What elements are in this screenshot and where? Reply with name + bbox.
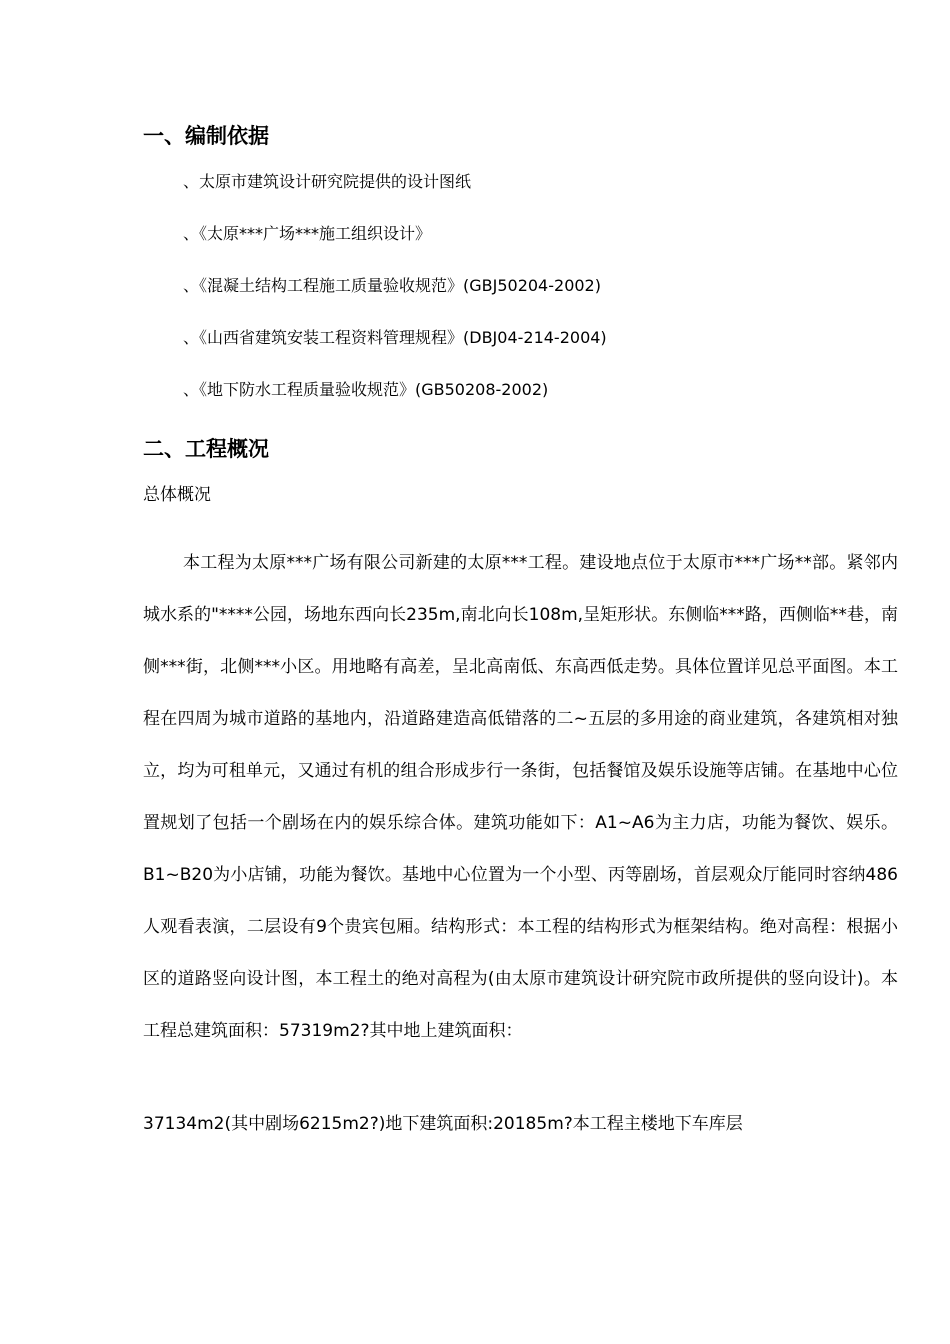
section1-title: 一、编制依据 [143, 124, 269, 148]
area-continuation-line: 37134m2(其中剧场6215m2?)地下建筑面积:20185m?本工程主楼地下车库层 [143, 1114, 743, 1134]
reference-item-1: 、太原市建筑设计研究院提供的设计图纸 [183, 172, 472, 191]
reference-item-4: 、《山西省建筑安装工程资料管理规程》(DBJ04-214-2004) [183, 328, 607, 347]
overview-paragraph: 本工程为太原***广场有限公司新建的太原***工程。建设地点位于太原市***广场**部。紧邻内城水系的"****公园，场地东西向长235m,南北向长108m,呈矩形状。东侧临***路，西侧临**巷，南侧***街，北侧***小区。用地略有高差，呈北高南低、东高西低走势。具体位置详见总平面图。本工程在四周为城市道路的基地内，沿道路建造高低错落的二~五层的多用途的商业建筑，各建筑相对独立，均为可租单元，又通过有机的组合形成步行一条街，包括餐馆及娱乐设施等店铺。在基地中心位置规划了包括一个剧场在内的娱乐综合体。建筑功能如下：A1~A6为主力店，功能为餐饮、娱乐。B1~B20为小店铺，功能为餐饮。基地中心位置为一个小型、丙等剧场，首层观众厅能同时容纳486人观看表演，二层设有9个贵宾包厢。结构形式：本工程的结构形式为框架结构。绝对高程：根据小区的道路竖向设计图，本工程土的绝对高程为(由太原市建筑设计研究院市政所提供的竖向设计)。本工程总建筑面积：57319m2?其中地上建筑面积： [143, 553, 898, 1041]
section2-subtitle: 总体概况 [143, 485, 211, 505]
reference-item-2: 、《太原***广场***施工组织设计》 [183, 224, 432, 243]
reference-item-5: 、《地下防水工程质量验收规范》(GB50208-2002) [183, 380, 549, 399]
reference-item-3: 、《混凝土结构工程施工质量验收规范》(GBJ50204-2002) [183, 276, 601, 295]
section2-title: 二、工程概况 [143, 437, 269, 461]
